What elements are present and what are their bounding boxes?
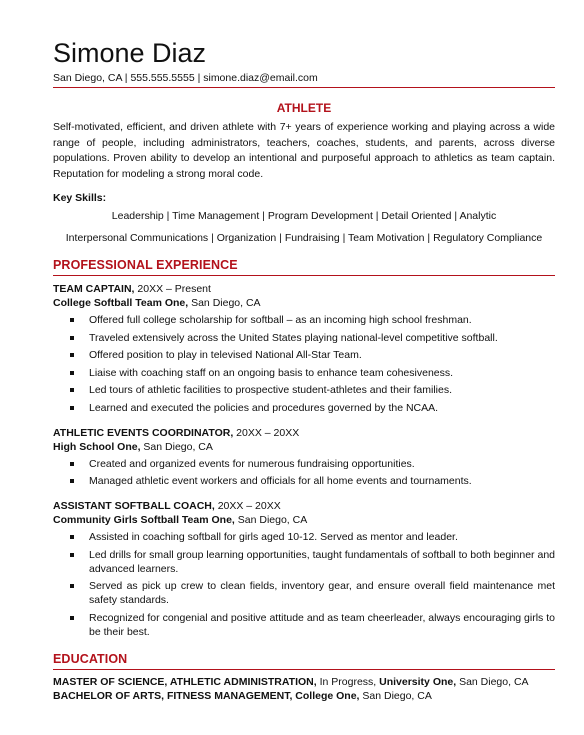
job-location: San Diego, CA	[234, 514, 308, 526]
bullet-item: Managed athletic event workers and officials for all home events and tournaments.	[53, 474, 555, 488]
job-role: ASSISTANT SOFTBALL COACH,	[53, 500, 215, 512]
square-bullet-icon	[70, 406, 74, 410]
bullet-item: Assisted in coaching softball for girls aged 10-12. Served as mentor and leader.	[53, 530, 555, 544]
job-title: ATHLETE	[276, 101, 332, 115]
degree-status: In Progress,	[316, 675, 380, 688]
skills-label: Key Skills:	[53, 192, 107, 204]
job-location: San Diego, CA	[188, 297, 261, 309]
candidate-name: Simone Diaz	[53, 38, 207, 68]
square-bullet-icon	[70, 616, 74, 620]
contact-info: San Diego, CA | 555.555.5555 | simone.diaz@email.com	[53, 72, 318, 84]
bullet-item: Created and organized events for numerous fundraising opportunities.	[53, 457, 555, 471]
square-bullet-icon	[70, 535, 74, 539]
job-role-line	[53, 426, 555, 440]
job-role: ATHLETIC EVENTS COORDINATOR,	[53, 426, 234, 439]
job-org-line	[53, 440, 555, 454]
skills-line-2: Interpersonal Communications | Organization | Fundraising | Team Motivation | Regulatory Compliance	[65, 232, 543, 244]
education-heading: EDUCATION	[53, 651, 128, 666]
square-bullet-icon	[70, 353, 74, 357]
square-bullet-icon	[70, 462, 74, 466]
header-divider	[53, 87, 555, 88]
job-org: College Softball Team One,	[53, 297, 189, 309]
job-bullets	[53, 313, 555, 415]
bullet-item: Led tours of athletic facilities to prospective student-athletes and their families.	[53, 383, 555, 397]
experience-heading: PROFESSIONAL EXPERIENCE	[53, 258, 238, 272]
education-entry	[53, 689, 555, 703]
job-dates: 20XX – 20XX	[214, 500, 281, 512]
job-bullets	[53, 457, 555, 489]
job-location: San Diego, CA	[140, 440, 213, 453]
job-org-line	[53, 296, 555, 310]
bullet-item: Led drills for small group learning opportunities, taught fundamentals of softball to both beginner and advanced learners.	[53, 548, 555, 576]
square-bullet-icon	[70, 584, 74, 588]
job-entry	[53, 426, 555, 489]
degree: BACHELOR OF ARTS, FITNESS MANAGEMENT,	[53, 689, 293, 702]
school: College One,	[295, 689, 360, 702]
bullet-item: Served as pick up crew to clean fields, inventory gear, and ensure overall field maintenance met safety standards.	[53, 579, 555, 607]
bullet-item: Learned and executed the policies and procedures governed by the NCAA.	[53, 401, 555, 415]
square-bullet-icon	[70, 318, 74, 322]
job-entry	[53, 499, 555, 639]
square-bullet-icon	[70, 388, 74, 392]
square-bullet-icon	[70, 371, 74, 375]
job-dates: 20XX – Present	[134, 283, 211, 295]
education-divider	[53, 669, 555, 670]
job-entry	[53, 282, 555, 415]
job-org-line	[53, 513, 555, 527]
skills-line-1: Leadership | Time Management | Program Development | Detail Oriented | Analytic	[111, 210, 497, 222]
bullet-item: Offered full college scholarship for softball – as an incoming high school freshman.	[53, 313, 555, 327]
square-bullet-icon	[70, 553, 74, 557]
job-role-line	[53, 499, 555, 513]
square-bullet-icon	[70, 336, 74, 340]
bullet-item: Traveled extensively across the United States playing national-level competitive softball.	[53, 331, 555, 345]
education-list	[53, 675, 555, 703]
job-role: TEAM CAPTAIN,	[53, 283, 135, 295]
education-entry	[53, 675, 555, 689]
degree: MASTER OF SCIENCE, ATHLETIC ADMINISTRATION,	[53, 675, 317, 688]
job-dates: 20XX – 20XX	[233, 426, 300, 439]
school-location: San Diego, CA	[359, 689, 432, 702]
school: University One,	[379, 675, 457, 688]
job-role-line	[53, 282, 555, 296]
job-org: Community Girls Softball Team One,	[53, 514, 235, 526]
school-location: San Diego, CA	[456, 675, 529, 688]
bullet-item: Offered position to play in televised National All-Star Team.	[53, 348, 555, 362]
bullet-item: Liaise with coaching staff on an ongoing basis to enhance team cohesiveness.	[53, 366, 555, 380]
bullet-item: Recognized for congenial and positive attitude and as team cheerleader, always encouraging girls to be their best.	[53, 611, 555, 639]
experience-divider	[53, 275, 555, 276]
square-bullet-icon	[70, 479, 74, 483]
job-bullets	[53, 530, 555, 639]
summary-paragraph: Self-motivated, efficient, and driven athlete with 7+ years of experience working and playing across a wide range of people, including administrators, teachers, coaches, students, and parents, across diverse populations. Proven ability to develop an intentional and purposeful approach to athletics as team captain. Reputation for modeling a strong moral code.	[53, 121, 555, 180]
job-org: High School One,	[53, 440, 141, 453]
